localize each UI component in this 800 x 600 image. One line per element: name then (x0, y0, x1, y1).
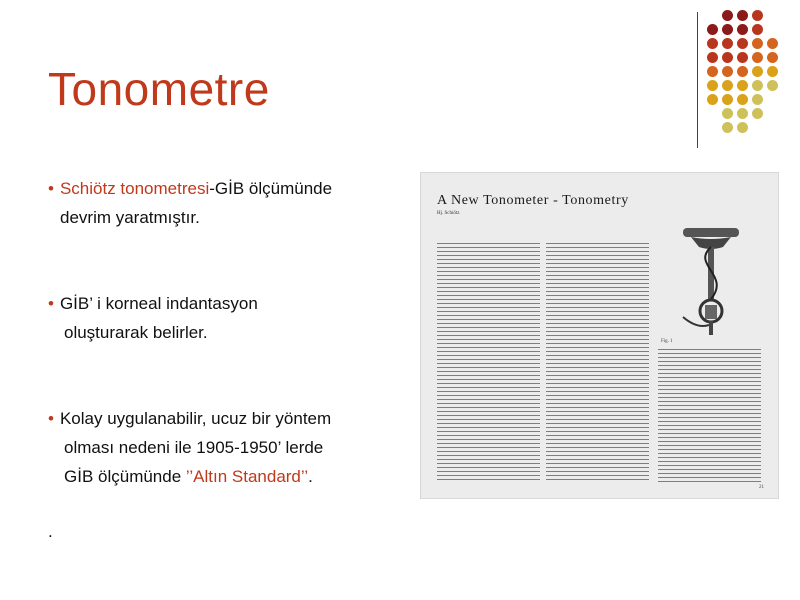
article-text-column-1 (437, 243, 540, 483)
decor-dot (707, 24, 718, 35)
decor-dot (767, 80, 778, 91)
bullet-2-line-2: oluşturarak belirler. (64, 323, 208, 342)
decor-dot (752, 94, 763, 105)
decor-dot (737, 24, 748, 35)
trailing-dot: . (48, 522, 53, 541)
decor-dot (737, 52, 748, 63)
decor-dot (722, 52, 733, 63)
article-text-column-3 (658, 349, 761, 485)
decor-dot (722, 108, 733, 119)
decor-dot (767, 52, 778, 63)
bullet-1-line-1 (48, 174, 332, 203)
slide-title: Tonometre (48, 63, 270, 115)
bullet-3-text-b: . (308, 467, 313, 486)
decor-dot (752, 38, 763, 49)
figure-caption: Fig. 1 (661, 339, 673, 344)
decor-dot (737, 38, 748, 49)
bullet-3-line-2: olması nedeni ile 1905-1950’ lerde (64, 438, 324, 457)
decor-dot (707, 66, 718, 77)
decor-dot (722, 122, 733, 133)
decor-dot (722, 38, 733, 49)
decor-dot (752, 10, 763, 21)
decor-dot (737, 108, 748, 119)
decor-dot (707, 94, 718, 105)
bullet-2-line-1 (48, 289, 258, 318)
bullet-1-text: -GİB ölçümünde (209, 179, 333, 198)
article-author: Hj. Schiötz (437, 211, 460, 216)
bullet-3-text-a: GİB ölçümünde (64, 467, 186, 486)
bullet-3-line-1 (48, 404, 331, 433)
decor-dot (767, 66, 778, 77)
decor-dot (722, 80, 733, 91)
decor-dot (722, 94, 733, 105)
divider-line (697, 12, 698, 148)
decor-dot (752, 52, 763, 63)
tonometer-icon (661, 225, 761, 340)
bullet-3-text: Kolay uygulanabilir, ucuz bir yöntem (59, 409, 332, 428)
decor-dot (752, 24, 763, 35)
bullet-dot: • (48, 179, 54, 198)
decor-dot (737, 80, 748, 91)
decor-dot (722, 10, 733, 21)
bullet-3-line-3 (64, 462, 313, 491)
page-number: 21 (759, 485, 764, 490)
decor-dot (722, 66, 733, 77)
decor-dot (707, 52, 718, 63)
decor-dot (737, 94, 748, 105)
decor-dot (737, 10, 748, 21)
bullet-3-accent-text: ’’Altın Standard’’ (185, 467, 309, 486)
article-title: A New Tonometer - Tonometry (437, 193, 629, 208)
bullet-2-text: GİB’ i korneal indantasyon (59, 294, 258, 313)
decor-dot (707, 38, 718, 49)
decor-dot (752, 80, 763, 91)
bullet-1-accent-text: Schiötz tonometresi (59, 179, 210, 198)
decor-dot (737, 66, 748, 77)
article-image (420, 172, 779, 499)
decorative-dots (707, 10, 797, 135)
decor-dot (752, 108, 763, 119)
article-text-column-2 (546, 243, 649, 483)
decor-dot (752, 66, 763, 77)
decor-dot (767, 38, 778, 49)
bullet-dot: • (48, 409, 54, 428)
decor-dot (707, 80, 718, 91)
decor-dot (722, 24, 733, 35)
decor-dot (737, 122, 748, 133)
bullet-1-line-2: devrim yaratmıştır. (60, 208, 200, 227)
bullet-dot: • (48, 294, 54, 313)
